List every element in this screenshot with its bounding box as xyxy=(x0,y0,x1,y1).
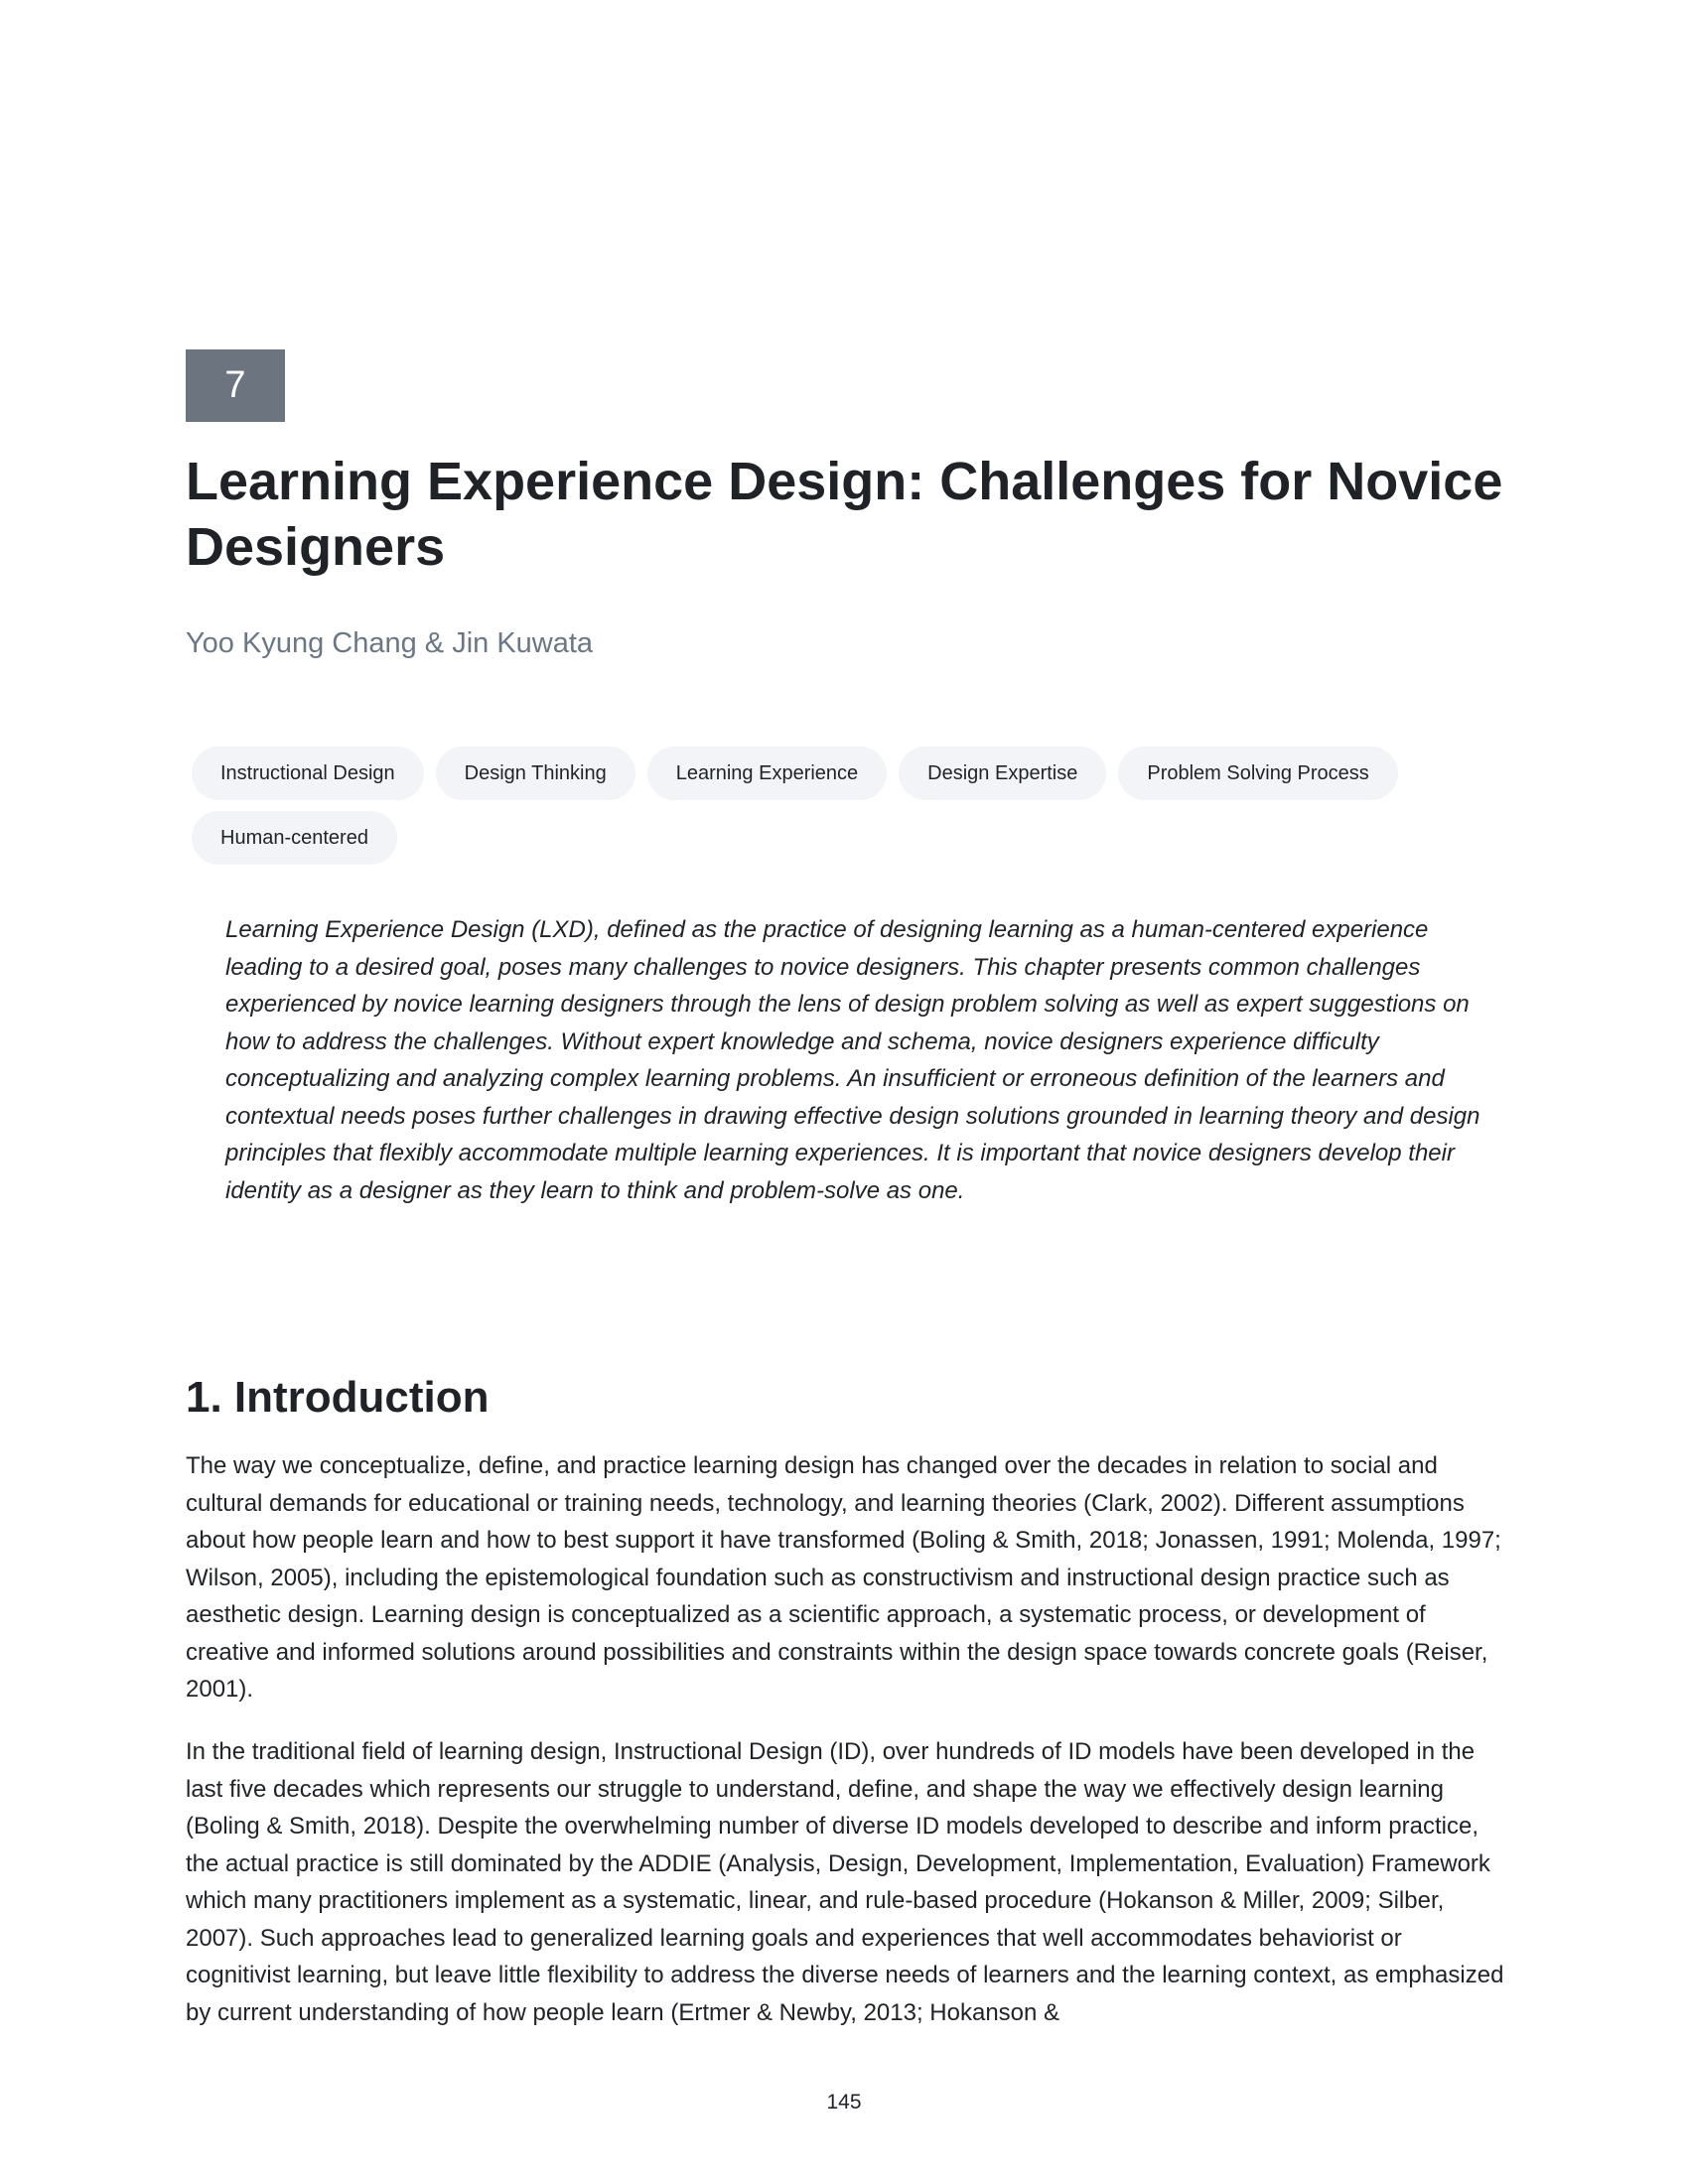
chapter-title: Learning Experience Design: Challenges for Novice Designers xyxy=(186,452,1503,577)
body-paragraph: In the traditional field of learning design, Instructional Design (ID), over hundreds of ID models have been developed in the last five decades which represents our struggle to understand, define, and shape the way we effectively design learning (Boling & Smith, 2018). Despite the overwhelming number of diverse ID models developed to describe and inform practice, the actual practice is still dominated by the ADDIE (Analysis, Design, Development, Implementation, Evaluation) Framework which many practitioners implement as a systematic, linear, and rule-based procedure (Hokanson & Miller, 2009; Silber, 2007). Such approaches lead to generalized learning goals and experiences that well accommodates behaviorist or cognitivist learning, but leave little flexibility to address the diverse needs of learners and the learning context, as emphasized by current understanding of how people learn (Ertmer & Newby, 2013; Hokanson & xyxy=(186,1738,1504,2026)
keyword-tag[interactable]: Design Expertise xyxy=(899,747,1106,800)
keyword-tags xyxy=(192,747,1502,865)
chapter-abstract: Learning Experience Design (LXD), defined as the practice of designing learning as a human-centered experience leading to a desired goal, poses many challenges to novice designers. This chapter presents common challenges experienced by novice learning designers through the lens of design problem solving as well as expert suggestions on how to address the challenges. Without expert knowledge and schema, novice designers experience difficulty conceptualizing and analyzing complex learning problems. An insufficient or erroneous definition of the learners and contextual needs poses further challenges in drawing effective design solutions grounded in learning theory and design principles that flexibly accommodate multiple learning experiences. It is important that novice designers develop their identity as a designer as they learn to think and problem-solve as one. xyxy=(225,916,1480,1204)
keyword-tag[interactable]: Human-centered xyxy=(192,811,397,865)
chapter-authors: Yoo Kyung Chang & Jin Kuwata xyxy=(186,627,594,659)
page-number: 145 xyxy=(826,2091,862,2114)
body-paragraph: The way we conceptualize, define, and practice learning design has changed over the decades in relation to social and cultural demands for educational or training needs, technology, and learning theories (Clark, 2002). Different assumptions about how people learn and how to best support it have transformed (Boling & Smith, 2018; Jonassen, 1991; Molenda, 1997; Wilson, 2005), including the epistemological foundation such as constructivism and instructional design practice such as aesthetic design. Learning design is conceptualized as a scientific approach, a systematic process, or development of creative and informed solutions around possibilities and constraints within the design space towards concrete goals (Reiser, 2001). xyxy=(186,1452,1501,1703)
section-heading-introduction: 1. Introduction xyxy=(186,1373,490,1422)
keyword-tag[interactable]: Design Thinking xyxy=(436,747,635,800)
chapter-number-badge: 7 xyxy=(186,349,285,422)
keyword-tag[interactable]: Instructional Design xyxy=(192,747,424,800)
keyword-tag[interactable]: Learning Experience xyxy=(647,747,887,800)
keyword-tag[interactable]: Problem Solving Process xyxy=(1118,747,1397,800)
